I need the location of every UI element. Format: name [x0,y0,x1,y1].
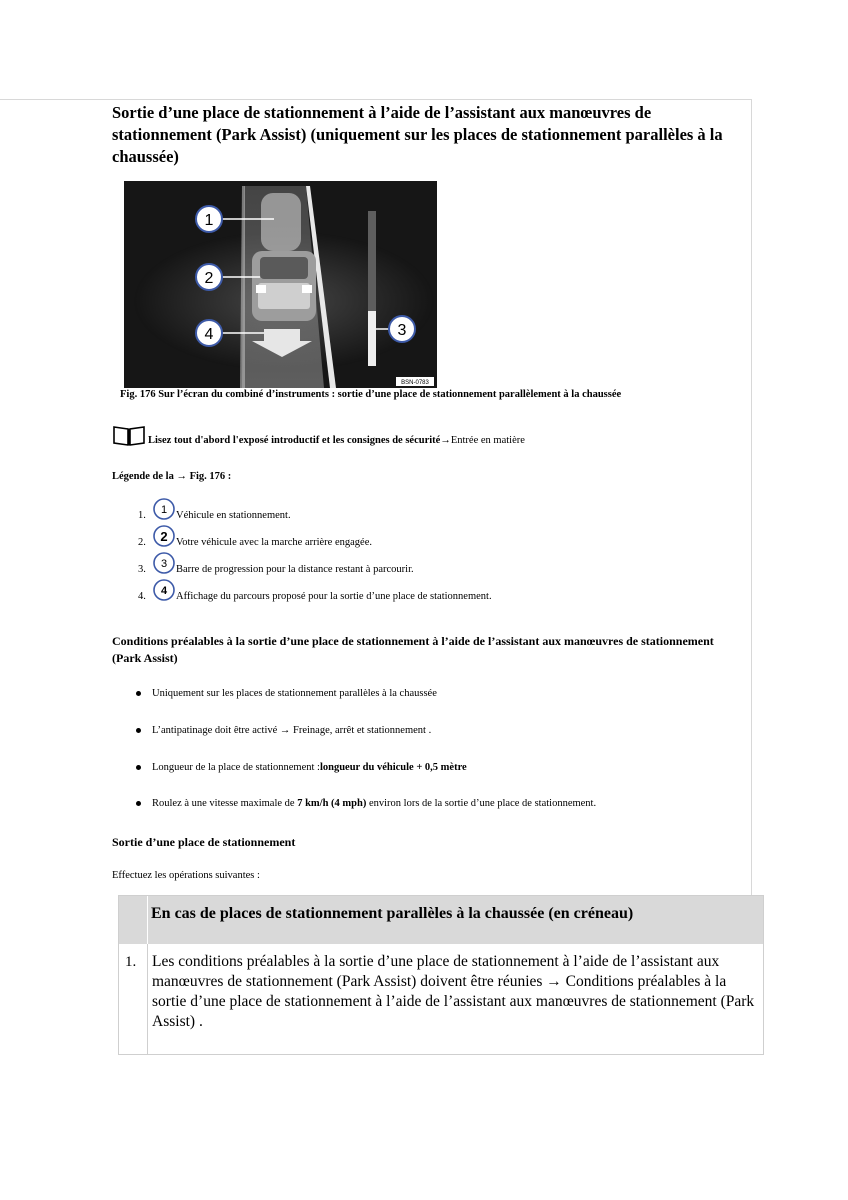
bullet-icon [136,691,141,696]
bullet-icon [136,728,141,733]
callout-label-3: 3 [397,322,407,339]
bullet-text: Uniquement sur les places de stationnement parallèles à la chaussée [152,688,437,699]
legend-item [138,558,414,575]
bullet-item [136,725,431,736]
table-row-number: 1. [125,954,137,970]
bullet-text: Longueur de la place de stationnement : [152,762,320,773]
bullet-icon [136,801,141,806]
bullet-item [136,688,437,699]
legend-text: Affichage du parcours proposé pour la sortie d’une place de stationnement. [176,591,492,602]
page-title: Sortie d’une place de stationnement à l’aide de l’assistant aux manœuvres de stationnement (Park Assist) (uniquement sur les places de stationnement parallèles à la chaussée) [112,103,723,166]
badge-label: 2 [160,529,168,544]
legend-text: Barre de progression pour la distance restant à parcourir. [176,564,414,575]
bullet-text-after: environ lors de la sortie d’une place de stationnement. [366,798,597,809]
number-badge-icon [152,524,176,548]
read-notice-link[interactable]: →Entrée en matière [440,435,525,446]
conditions-heading: Conditions préalables à la sortie d’une place de stationnement à l’aide de l’assistant aux manœuvres de stationnement (Park Assist) [112,634,714,665]
legend-title: Légende de la → Fig. 176 : [112,471,232,482]
legend-number: 4. [138,591,146,602]
bullet-icon [136,765,141,770]
bullet-text[interactable]: L’antipatinage doit être activé → Freinage, arrêt et stationnement . [152,725,432,736]
table-header-text: En cas de places de stationnement parallèles à la chaussée (en créneau) [151,905,634,922]
exit-heading: Sortie d’une place de stationnement [112,835,296,849]
callout-label-1: 1 [204,212,214,229]
legend-item [138,585,492,602]
exit-intro: Effectuez les opérations suivantes : [112,870,260,881]
read-notice [112,424,525,446]
bullet-item [136,762,467,773]
legend-number: 2. [138,537,146,548]
number-badge-icon [152,578,176,602]
bullet-bold-text: 7 km/h (4 mph) [297,798,367,809]
legend-text: Véhicule en stationnement. [176,510,291,521]
badge-label: 1 [160,504,168,516]
bullet-bold-text: longueur du véhicule + 0,5 mètre [319,762,467,773]
figure-caption: Fig. 176 Sur l’écran du combiné d’instruments : sortie d’une place de stationnement parallèlement à la chaussée [120,389,622,400]
legend-text: Votre véhicule avec la marche arrière engagée. [176,537,372,548]
number-badge-icon [152,551,176,575]
figure-code: BSN-0783 [401,380,429,386]
number-badge-icon [152,497,176,521]
park-assist-illustration [124,181,437,388]
instrument-figure [124,181,437,388]
table-row-text[interactable]: Les conditions préalables à la sortie d’une place de stationnement à l’aide de l’assistant aux manœuvres de stationnement (Park Assist) doivent être réunies → Conditions préalables à la sortie d’une place de stationnement à l’aide de l’assistant aux manœuvres de stationnement (Park Assist) . [152,953,755,1030]
legend-number: 1. [138,510,146,521]
badge-label: 4 [160,585,168,597]
bullet-text: Roulez à une vitesse maximale de [152,798,298,809]
table-header-num-cell [119,896,148,944]
legend-item [138,504,291,521]
frame-top-line [0,99,752,100]
book-icon [112,424,146,446]
legend-item [138,529,372,548]
steps-table [118,895,764,1055]
read-notice-text: Lisez tout d'abord l'exposé introductif et les consignes de sécurité [148,435,441,446]
bullet-item [136,798,596,809]
badge-label: 3 [160,558,168,570]
table-header [119,896,763,944]
callout-label-4: 4 [204,326,214,343]
legend-number: 3. [138,564,146,575]
frame-right-line [751,99,752,895]
table-column-divider [147,944,148,1054]
callout-label-2: 2 [204,270,214,287]
